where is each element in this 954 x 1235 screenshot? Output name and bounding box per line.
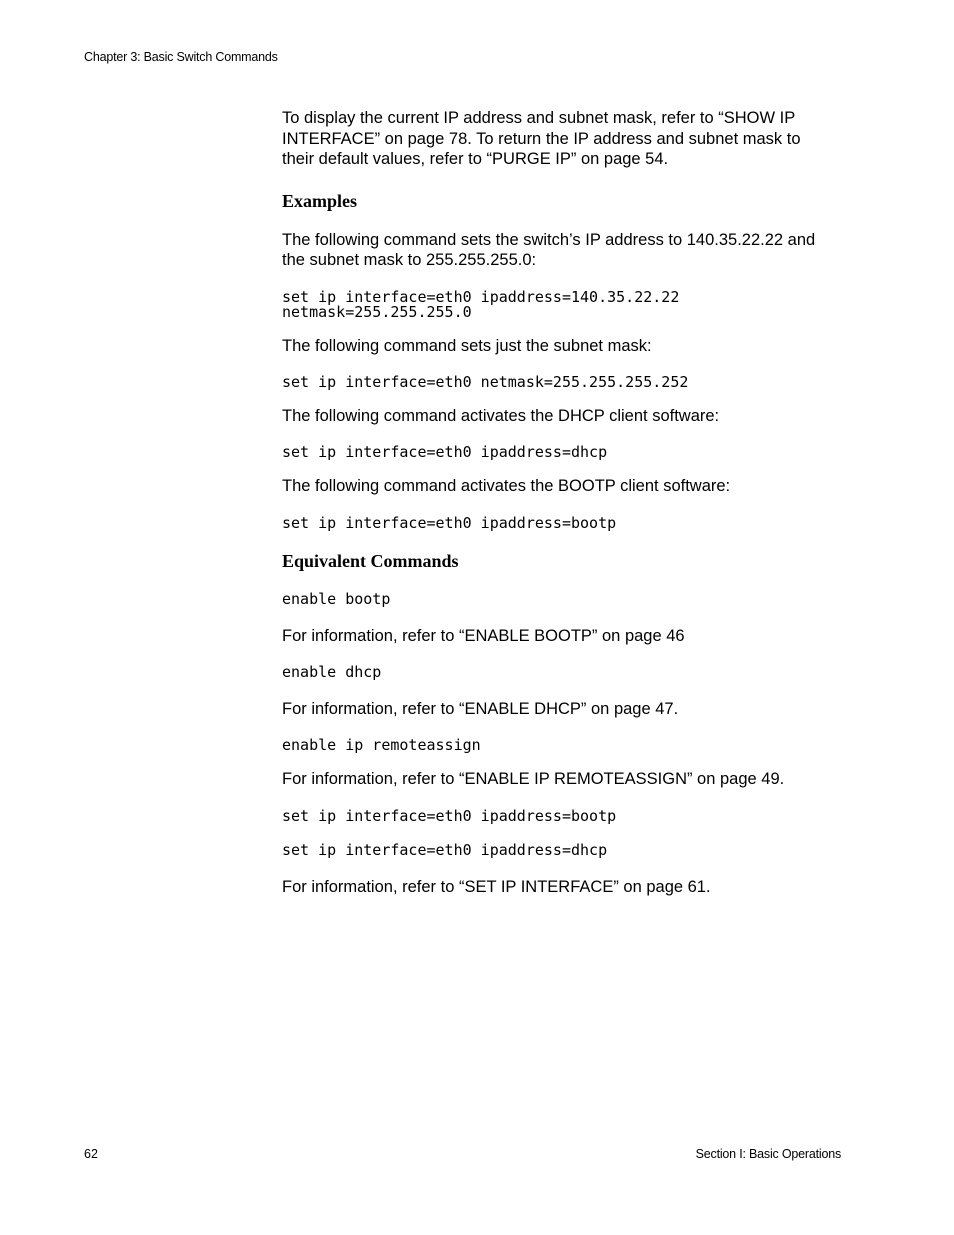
equivalent-command-1: enable bootp bbox=[282, 590, 391, 608]
code-example-2: set ip interface=eth0 netmask=255.255.255.252 bbox=[282, 373, 689, 391]
equivalent-reference-3: For information, refer to “ENABLE IP REMOTEASSIGN” on page 49. bbox=[282, 770, 785, 788]
equivalent-command-5: set ip interface=eth0 ipaddress=dhcp bbox=[282, 841, 608, 859]
equivalent-reference-2: For information, refer to “ENABLE DHCP” on page 47. bbox=[282, 700, 679, 718]
section-footer: Section I: Basic Operations bbox=[695, 1147, 841, 1161]
page-number: 62 bbox=[84, 1147, 98, 1161]
equivalent-command-2: enable dhcp bbox=[282, 663, 382, 681]
example-3-text: The following command activates the DHCP client software: bbox=[282, 407, 720, 425]
example-2-text: The following command sets just the subnet mask: bbox=[282, 337, 652, 355]
equivalent-reference-4: For information, refer to “SET IP INTERFACE” on page 61. bbox=[282, 878, 711, 896]
code-example-4: set ip interface=eth0 ipaddress=bootp bbox=[282, 514, 617, 532]
code-example-3: set ip interface=eth0 ipaddress=dhcp bbox=[282, 443, 608, 461]
example-1-line-2: the subnet mask to 255.255.255.0: bbox=[282, 251, 537, 269]
code-example-1-line-2: netmask=255.255.255.0 bbox=[282, 303, 472, 321]
equivalent-command-4: set ip interface=eth0 ipaddress=bootp bbox=[282, 807, 617, 825]
equivalent-commands-heading: Equivalent Commands bbox=[282, 551, 459, 571]
code-example-1-line-1: set ip interface=eth0 ipaddress=140.35.22.22 bbox=[282, 288, 680, 306]
chapter-header: Chapter 3: Basic Switch Commands bbox=[84, 50, 278, 64]
intro-line-1: To display the current IP address and subnet mask, refer to “SHOW IP bbox=[282, 109, 796, 127]
intro-line-3: their default values, refer to “PURGE IP” on page 54. bbox=[282, 150, 669, 168]
example-1-line-1: The following command sets the switch’s IP address to 140.35.22.22 and bbox=[282, 231, 816, 249]
equivalent-command-3: enable ip remoteassign bbox=[282, 736, 481, 754]
example-4-text: The following command activates the BOOTP client software: bbox=[282, 477, 731, 495]
intro-line-2: INTERFACE” on page 78. To return the IP address and subnet mask to bbox=[282, 130, 801, 148]
examples-heading: Examples bbox=[282, 191, 358, 211]
equivalent-reference-1: For information, refer to “ENABLE BOOTP” on page 46 bbox=[282, 627, 685, 645]
